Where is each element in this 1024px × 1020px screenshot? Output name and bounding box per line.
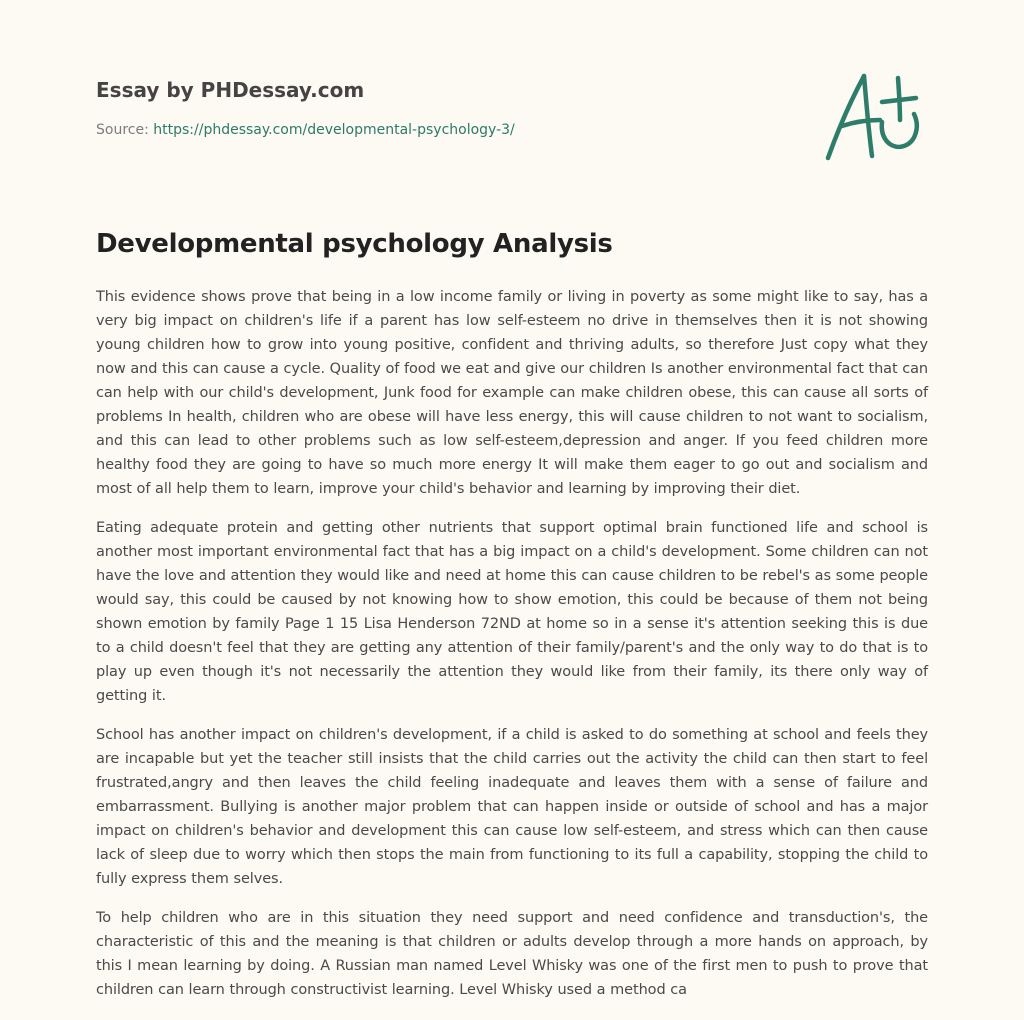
page-header <box>96 76 796 140</box>
source-link[interactable]: https://phdessay.com/developmental-psychology-3/ <box>153 122 515 138</box>
source-label: Source: <box>96 122 149 138</box>
essay-paragraph: Eating adequate protein and getting other nutrients that support optimal brain functioned life and school is another most important environmental fact that has a big impact on a child's development. Some children can not have the love and attention they would like and need at home this can cause children to be rebel's as some people would say, this could be caused by not knowing how to show emotion, this could be because of them not being shown emotion by family Page 1 15 Lisa Henderson 72ND at home so in a sense it's attention seeking this is due to a child doesn't feel that they are getting any attention of their family/parent's and the only way to do that is to play up even though it's not necessarily the attention they would like from their family, its there only way of getting it. <box>96 520 928 704</box>
site-brand: Essay by PHDessay.com <box>96 78 365 102</box>
essay-body <box>96 285 928 1017</box>
essay-paragraph: This evidence shows prove that being in a low income family or living in poverty as some might like to say, has a very big impact on children's life if a parent has low self-esteem no drive in themselves then it is not showing young children how to grow into young positive, confident and thriving adults, so therefore Just copy what they now and this can cause a cycle. Quality of food we eat and give our children Is another environmental fact that can can help with our child's development, Junk food for example can make children obese, this can cause all sorts of problems In health, children who are obese will have less energy, this will cause children to not want to socialism, and this can lead to other problems such as low self-esteem,depression and anger. If you feed children more healthy food they are going to have so much more energy It will make them eager to go out and socialism and most of all help them to learn, improve your child's behavior and learning by improving their diet. <box>96 289 928 497</box>
a-plus-grade-icon <box>820 68 930 164</box>
essay-title: Developmental psychology Analysis <box>96 229 613 259</box>
essay-paragraph: School has another impact on children's development, if a child is asked to do something at school and feels they are incapable but yet the teacher still insists that the child carries out the activity the child can then start to feel frustrated,angry and then leaves the child feeling inadequate and leaves them with a sense of failure and embarrassment. Bullying is another major problem that can happen inside or outside of school and has a major impact on children's behavior and development this can cause low self-esteem, and stress which can then cause lack of sleep due to worry which then stops the main from functioning to its full a capability, stopping the child to fully express them selves. <box>96 727 928 887</box>
essay-paragraph: To help children who are in this situation they need support and need confidence and transduction's, the characteristic of this and the meaning is that children or adults develop through a more hands on approach, by this I mean learning by doing. A Russian man named Level Whisky was one of the first men to push to prove that children can learn through constructivist learning. Level Whisky used a method ca <box>96 910 928 998</box>
source-line <box>96 120 796 140</box>
